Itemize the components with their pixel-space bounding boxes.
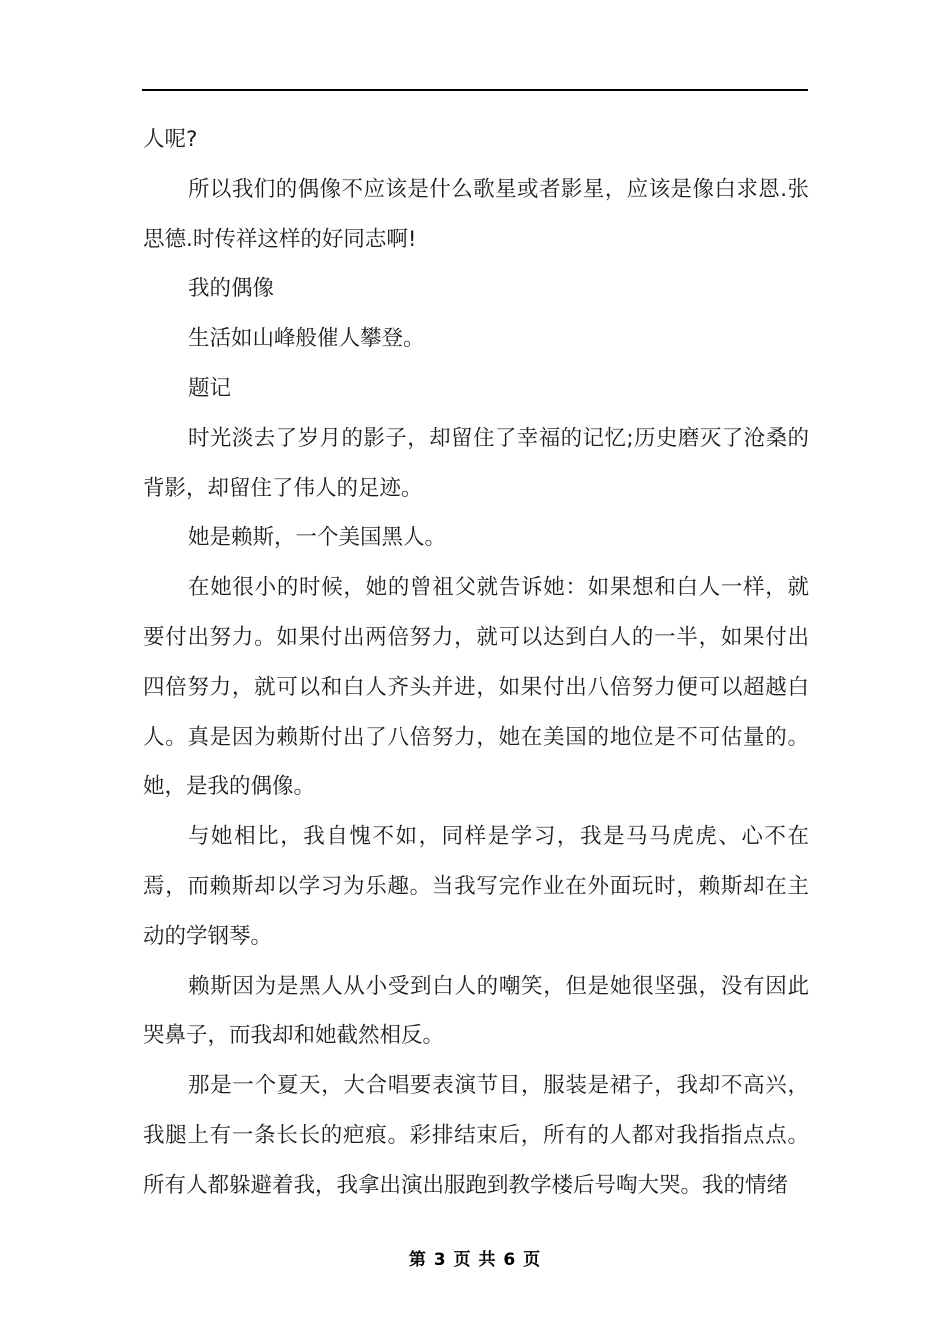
section-title: 我的偶像	[188, 276, 275, 302]
page-number: 第 3 页 共 6 页	[408, 1250, 542, 1270]
paragraph: 与她相比，我自愧不如，同样是学习，我是马马虎虎、心不在焉，而赖斯却以学习为乐趣。当我写完作业在外面玩时，赖斯却在主动的学钢琴。	[143, 824, 809, 949]
paragraph: 所以我们的偶像不应该是什么歌星或者影星，应该是像白求恩.张思德.时传祥这样的好同志啊!	[143, 176, 809, 252]
header-rule	[142, 89, 808, 91]
body-text	[143, 115, 809, 1211]
paragraph: 赖斯因为是黑人从小受到白人的嘲笑，但是她很坚强，没有因此哭鼻子，而我却和她截然相反。	[143, 973, 809, 1049]
page-footer	[0, 1245, 950, 1270]
paragraph: 生活如山峰般催人攀登。	[188, 326, 425, 352]
epigraph-label: 题记	[188, 375, 232, 401]
paragraph: 时光淡去了岁月的影子，却留住了幸福的记忆;历史磨灭了沧桑的背影，却留住了伟人的足迹。	[143, 425, 809, 501]
paragraph: 在她很小的时候，她的曾祖父就告诉她：如果想和白人一样，就要付出努力。如果付出两倍努力，就可以达到白人的一半，如果付出四倍努力，就可以和白人齐头并进，如果付出八倍努力便可以超越白人。真是因为赖斯付出了八倍努力，她在美国的地位是不可估量的。她，是我的偶像。	[143, 575, 809, 800]
paragraph: 人呢?	[143, 127, 198, 152]
paragraph: 那是一个夏天，大合唱要表演节目，服装是裙子，我却不高兴，我腿上有一条长长的疤痕。彩排结束后，所有的人都对我指指点点。所有人都躲避着我，我拿出演出服跑到教学楼后号啕大哭。我的情绪	[143, 1073, 809, 1198]
paragraph: 她是赖斯，一个美国黑人。	[188, 525, 447, 551]
